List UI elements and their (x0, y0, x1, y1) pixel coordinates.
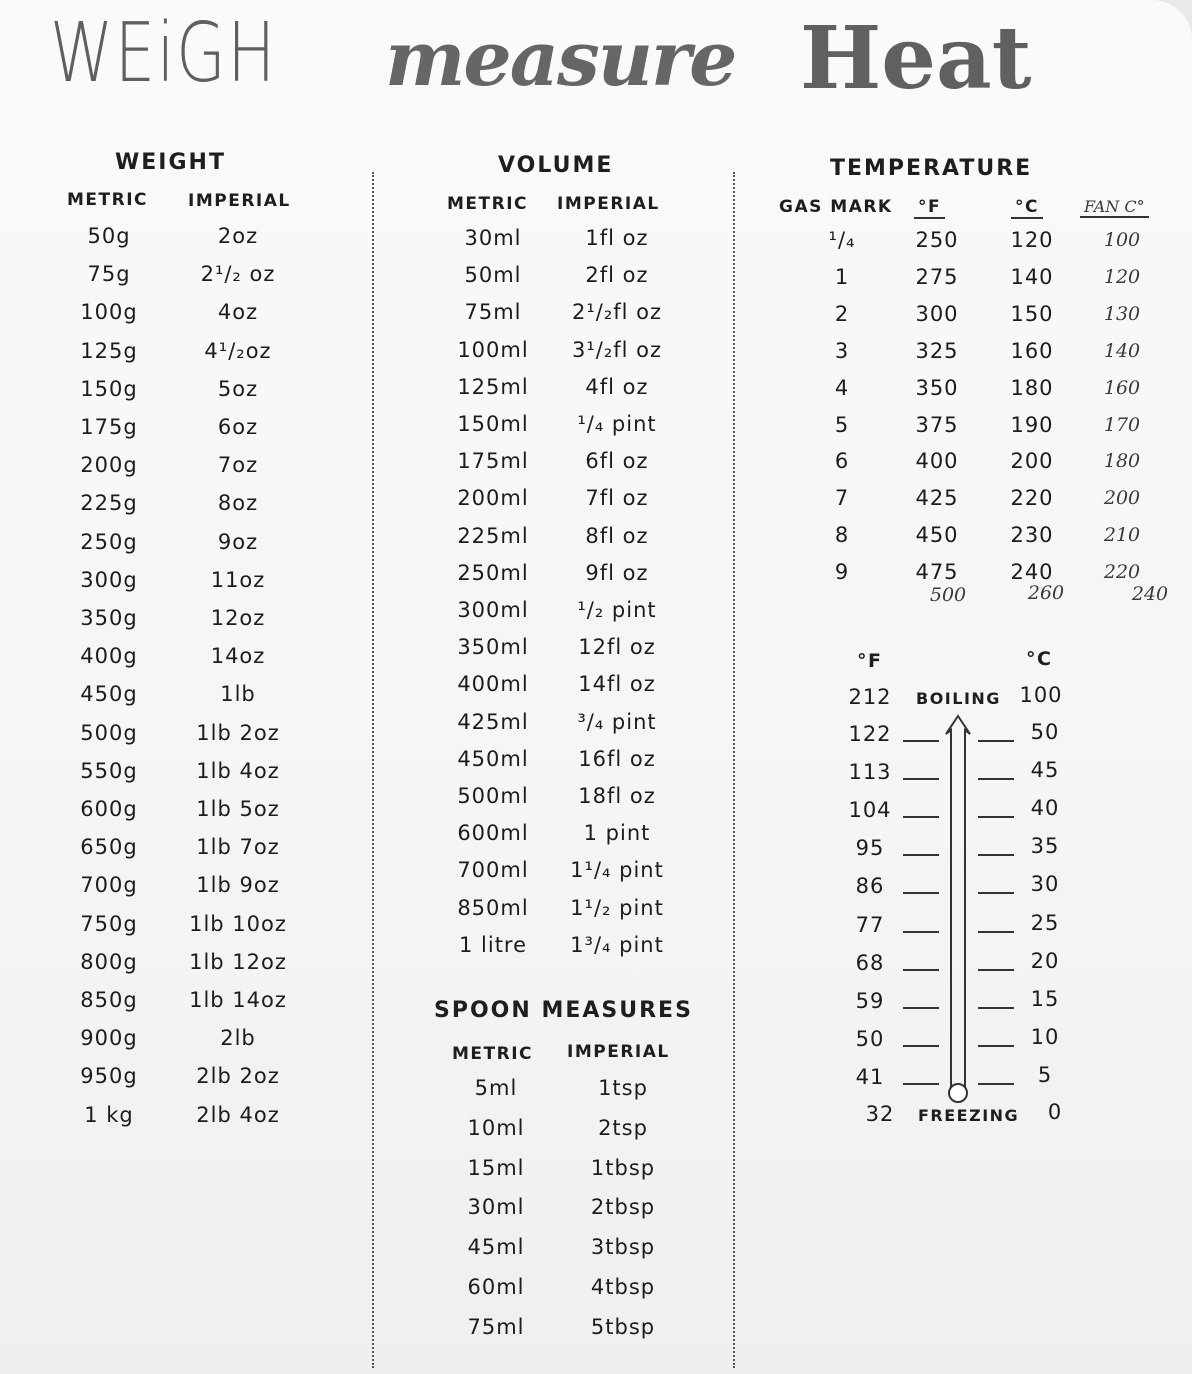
fahrenheit-label: °F (914, 197, 945, 217)
thermo-c-tick-label: 40 (1030, 796, 1060, 821)
spoon-metric-cell: 45ml (467, 1235, 525, 1260)
thermo-tick-right (978, 1083, 1014, 1085)
volume-metric-cell: 1 litre (458, 932, 528, 957)
weight-metric-cell: 75g (87, 262, 131, 287)
thermo-tick-right (978, 931, 1014, 933)
spoon-metric-cell: 5ml (474, 1076, 518, 1100)
weight-imperial-cell: 1lb 12oz (189, 949, 287, 974)
weight-imperial-cell: 6oz (217, 415, 259, 439)
volume-imperial-cell: 1 pint (583, 821, 651, 846)
thermo-f-tick-label: 41 (855, 1064, 885, 1089)
weight-metric-cell: 750g (80, 911, 138, 936)
weight-imperial-cell: 1lb 2oz (196, 720, 280, 745)
thermo-f-boiling: 212 (848, 685, 892, 709)
fan-celsius-cell: 200 (1103, 487, 1141, 510)
weight-metric-cell: 250g (80, 529, 138, 554)
celsius-cell: 220 (1010, 486, 1054, 511)
title-weigh: WEiGH (50, 6, 277, 101)
volume-metric-cell: 225ml (457, 523, 529, 548)
spoon-imperial-cell: 3tbsp (590, 1235, 656, 1260)
volume-metric-cell: 700ml (457, 858, 529, 883)
weight-metric-cell: 650g (80, 835, 138, 860)
thermo-c-tick-label: 50 (1030, 720, 1060, 744)
thermo-tick-left (903, 854, 939, 856)
spoon-imperial-cell: 4tbsp (590, 1275, 656, 1299)
volume-imperial-cell: 1¹/₄ pint (570, 858, 664, 883)
spoon-metric-cell: 75ml (467, 1314, 525, 1339)
celsius-cell: 180 (1010, 375, 1054, 400)
thermo-tick-left (903, 1083, 939, 1085)
weight-metric-cell: 225g (80, 491, 138, 516)
spoon-imperial-cell: 1tbsp (590, 1155, 656, 1180)
title-measure: measure (385, 14, 736, 103)
thermo-c-label: °C (1026, 648, 1053, 670)
volume-imperial-cell: 12fl oz (578, 635, 656, 660)
volume-metric-label: METRIC (447, 194, 529, 214)
thermo-f-label: °F (857, 650, 883, 672)
fan-celsius-extra-cell: 240 (1131, 583, 1169, 605)
volume-metric-cell: 50ml (464, 263, 522, 288)
gas-mark-cell: 1 (834, 264, 850, 289)
fahrenheit-cell: 475 (915, 560, 959, 585)
weight-imperial-cell: 11oz (210, 567, 266, 592)
weight-imperial-cell: 1lb 7oz (196, 835, 280, 860)
thermo-f-freezing: 32 (865, 1102, 895, 1126)
volume-metric-cell: 400ml (457, 672, 529, 697)
thermo-tick-left (903, 1045, 939, 1047)
thermo-f-tick-label: 113 (848, 760, 892, 785)
thermo-c-tick-label: 15 (1030, 986, 1060, 1011)
spoon-metric-cell: 30ml (467, 1195, 525, 1220)
fan-label: FAN C° (1080, 197, 1149, 216)
volume-metric-cell: 30ml (464, 226, 522, 250)
gas-mark-cell: 5 (834, 412, 850, 437)
fahrenheit-cell: 450 (915, 523, 959, 548)
spoon-imperial-cell: 1tsp (598, 1076, 648, 1100)
thermo-tick-left (903, 931, 939, 933)
weight-imperial-cell: 1lb 9oz (196, 873, 280, 898)
temperature-heading: TEMPERATURE (830, 156, 1033, 181)
thermo-c-freezing: 0 (1047, 1100, 1063, 1124)
volume-metric-cell: 175ml (457, 449, 529, 474)
volume-metric-cell: 850ml (457, 895, 529, 920)
weight-metric-cell: 950g (80, 1064, 138, 1089)
volume-metric-cell: 150ml (457, 412, 529, 436)
volume-imperial-cell: 18fl oz (578, 784, 656, 808)
volume-metric-cell: 450ml (457, 746, 529, 771)
dotted-divider-right (733, 172, 735, 1368)
volume-imperial-cell: 7fl oz (585, 486, 649, 511)
volume-metric-cell: 125ml (457, 374, 529, 399)
spoon-metric-cell: 10ml (467, 1115, 525, 1140)
thermo-c-boiling: 100 (1019, 683, 1063, 707)
weight-imperial-cell: 2lb (220, 1026, 256, 1051)
weight-imperial-cell: 2lb 2oz (196, 1064, 280, 1089)
thermo-tick-right (978, 854, 1014, 856)
weight-imperial-cell: 8oz (217, 491, 259, 516)
celsius-cell: 140 (1010, 264, 1054, 289)
weight-metric-cell: 1 kg (84, 1102, 134, 1127)
weight-imperial-cell: 1lb (220, 682, 256, 707)
volume-metric-cell: 250ml (457, 560, 529, 585)
volume-imperial-cell: 1³/₄ pint (570, 932, 664, 957)
weight-metric-cell: 125g (80, 338, 138, 363)
fahrenheit-cell: 375 (915, 412, 959, 437)
volume-metric-cell: 100ml (457, 337, 529, 362)
fan-celsius-cell: 120 (1103, 265, 1141, 288)
weight-metric-cell: 550g (80, 758, 138, 783)
weight-metric-cell: 150g (80, 376, 138, 401)
weight-imperial-cell: 1lb 5oz (196, 797, 280, 821)
weight-imperial-cell: 14oz (210, 644, 266, 669)
volume-imperial-cell: 8fl oz (585, 523, 649, 548)
thermo-c-tick-label: 25 (1030, 910, 1060, 935)
gas-mark-cell: 8 (834, 523, 850, 548)
volume-imperial-cell: 1¹/₂ pint (570, 895, 664, 920)
fahrenheit-cell: 250 (915, 228, 959, 252)
thermo-f-tick-label: 59 (855, 988, 885, 1013)
fan-celsius-cell: 130 (1103, 302, 1141, 325)
spoon-heading: SPOON MEASURES (434, 998, 693, 1023)
weight-imperial-cell: 1lb 14oz (189, 988, 287, 1012)
celsius-cell: 190 (1010, 412, 1054, 437)
weight-imperial-cell: 4¹/₂oz (204, 338, 272, 363)
thermo-c-tick-label: 30 (1030, 872, 1060, 897)
fahrenheit-cell: 325 (915, 338, 959, 363)
thermo-tick-left (903, 778, 939, 780)
thermo-f-tick-label: 86 (855, 874, 885, 899)
thermo-tick-left (903, 1007, 939, 1009)
volume-metric-cell: 425ml (457, 709, 529, 734)
spoon-imperial-cell: 2tsp (598, 1115, 648, 1140)
fan-celsius-cell: 140 (1103, 339, 1141, 362)
weight-imperial-cell: 12oz (210, 606, 266, 630)
dotted-divider-left (372, 172, 374, 1368)
fan-celsius-cell: 160 (1103, 376, 1141, 399)
thermo-c-tick-label: 20 (1030, 948, 1060, 973)
weight-imperial-cell: 7oz (217, 453, 259, 478)
gas-mark-cell: 3 (834, 338, 850, 363)
gas-mark-cell: 9 (834, 560, 850, 585)
spoon-imperial-cell: 5tbsp (590, 1314, 656, 1339)
weight-imperial-cell: 2oz (217, 224, 259, 248)
volume-metric-cell: 75ml (464, 300, 522, 325)
thermo-f-tick-label: 122 (848, 722, 892, 746)
celsius-cell: 230 (1010, 523, 1054, 548)
celsius-cell: 120 (1010, 228, 1054, 252)
volume-imperial-cell: 4fl oz (585, 374, 649, 399)
spoon-metric-cell: 15ml (467, 1155, 525, 1180)
gas-mark-cell: 2 (834, 301, 850, 326)
thermo-tick-right (978, 816, 1014, 818)
weight-imperial-cell: 4oz (217, 300, 259, 325)
celsius-label: °C (1011, 197, 1043, 217)
weight-heading: WEIGHT (115, 150, 226, 175)
fahrenheit-cell: 425 (915, 486, 959, 511)
volume-imperial-cell: ¹/₄ pint (577, 412, 657, 436)
volume-imperial-cell: 9fl oz (585, 560, 649, 585)
volume-metric-cell: 600ml (457, 821, 529, 846)
thermo-c-tick-label: 35 (1030, 834, 1060, 859)
thermo-tick-right (978, 1045, 1014, 1047)
thermo-tick-left (903, 816, 939, 818)
thermo-tick-right (978, 740, 1014, 742)
thermo-tick-left (903, 740, 939, 742)
weight-metric-cell: 850g (80, 988, 138, 1012)
thermo-tick-right (978, 778, 1014, 780)
fahrenheit-cell: 400 (915, 449, 959, 474)
thermo-f-tick-label: 68 (855, 950, 885, 975)
gas-mark-cell: 7 (834, 486, 850, 511)
celsius-cell: 200 (1010, 449, 1054, 474)
volume-imperial-cell: ¹/₂ pint (577, 598, 657, 622)
thermo-tick-right (978, 892, 1014, 894)
weight-imperial-label: IMPERIAL (188, 191, 291, 211)
weight-imperial-cell: 1lb 10oz (189, 911, 287, 936)
celsius-extra-cell: 260 (1027, 582, 1065, 604)
thermo-f-tick-label: 77 (855, 912, 885, 937)
thermo-f-tick-label: 50 (855, 1026, 885, 1051)
weight-metric-cell: 300g (80, 567, 138, 592)
thermo-f-tick-label: 95 (855, 836, 885, 861)
weight-metric-cell: 600g (80, 797, 138, 821)
spoon-metric-cell: 60ml (467, 1275, 525, 1299)
weight-metric-cell: 400g (80, 644, 138, 669)
gas-mark-cell: ¹/₄ (828, 228, 856, 252)
weight-metric-cell: 200g (80, 453, 138, 478)
weight-metric-cell: 350g (80, 606, 138, 630)
weight-imperial-cell: 5oz (217, 376, 259, 401)
spoon-metric-label: METRIC (452, 1044, 534, 1064)
weight-metric-cell: 450g (80, 682, 138, 707)
volume-imperial-cell: 2¹/₂fl oz (571, 300, 663, 325)
volume-imperial-cell: ³/₄ pint (577, 709, 657, 734)
gas-mark-cell: 4 (834, 375, 850, 400)
weight-imperial-cell: 2lb 4oz (196, 1102, 280, 1127)
weight-metric-cell: 700g (80, 873, 138, 898)
volume-imperial-label: IMPERIAL (557, 194, 660, 214)
volume-imperial-cell: 14fl oz (578, 672, 656, 697)
fahrenheit-cell: 350 (915, 375, 959, 400)
volume-metric-cell: 300ml (457, 598, 529, 622)
thermo-tick-left (903, 892, 939, 894)
weight-metric-label: METRIC (67, 190, 149, 210)
weight-metric-cell: 900g (80, 1026, 138, 1051)
celsius-cell: 240 (1010, 560, 1054, 585)
fahrenheit-cell: 300 (915, 301, 959, 326)
fahrenheit-extra-cell: 500 (929, 584, 967, 606)
thermo-c-tick-label: 5 (1037, 1062, 1053, 1087)
volume-imperial-cell: 3¹/₂fl oz (571, 337, 663, 362)
volume-metric-cell: 500ml (457, 784, 529, 808)
weight-imperial-cell: 2¹/₂ oz (200, 262, 276, 287)
fahrenheit-cell: 275 (915, 264, 959, 289)
thermo-c-tick-label: 45 (1030, 758, 1060, 783)
boiling-label: BOILING (916, 689, 1001, 708)
volume-imperial-cell: 2fl oz (585, 263, 649, 288)
weight-metric-cell: 800g (80, 949, 138, 974)
fan-celsius-cell: 170 (1103, 413, 1141, 436)
weight-metric-cell: 500g (80, 720, 138, 745)
fan-celsius-cell: 100 (1103, 229, 1141, 251)
thermometer-icon (940, 712, 980, 1104)
weight-metric-cell: 175g (80, 415, 138, 439)
title-heat: Heat (800, 8, 1032, 109)
weight-imperial-cell: 9oz (217, 529, 259, 554)
volume-metric-cell: 200ml (457, 486, 529, 511)
celsius-cell: 150 (1010, 301, 1054, 326)
gas-mark-cell: 6 (834, 449, 850, 474)
fan-celsius-cell: 180 (1103, 450, 1141, 473)
fan-celsius-cell: 210 (1103, 524, 1141, 547)
thermo-f-tick-label: 104 (848, 798, 892, 823)
thermo-tick-right (978, 969, 1014, 971)
freezing-label: FREEZING (918, 1106, 1020, 1125)
volume-imperial-cell: 16fl oz (578, 746, 656, 771)
volume-metric-cell: 350ml (457, 635, 529, 660)
volume-imperial-cell: 6fl oz (585, 449, 649, 474)
thermo-tick-right (978, 1007, 1014, 1009)
thermo-c-tick-label: 10 (1030, 1024, 1060, 1049)
spoon-imperial-cell: 2tbsp (590, 1195, 656, 1220)
weight-metric-cell: 50g (87, 224, 131, 248)
weight-imperial-cell: 1lb 4oz (196, 758, 280, 783)
celsius-cell: 160 (1010, 338, 1054, 363)
volume-imperial-cell: 1fl oz (585, 226, 649, 250)
thermo-tick-left (903, 969, 939, 971)
spoon-imperial-label: IMPERIAL (567, 1042, 670, 1062)
volume-heading: VOLUME (498, 153, 614, 178)
fan-celsius-cell: 220 (1103, 561, 1141, 584)
gas-mark-label: GAS MARK (779, 197, 893, 217)
weight-metric-cell: 100g (80, 300, 138, 325)
